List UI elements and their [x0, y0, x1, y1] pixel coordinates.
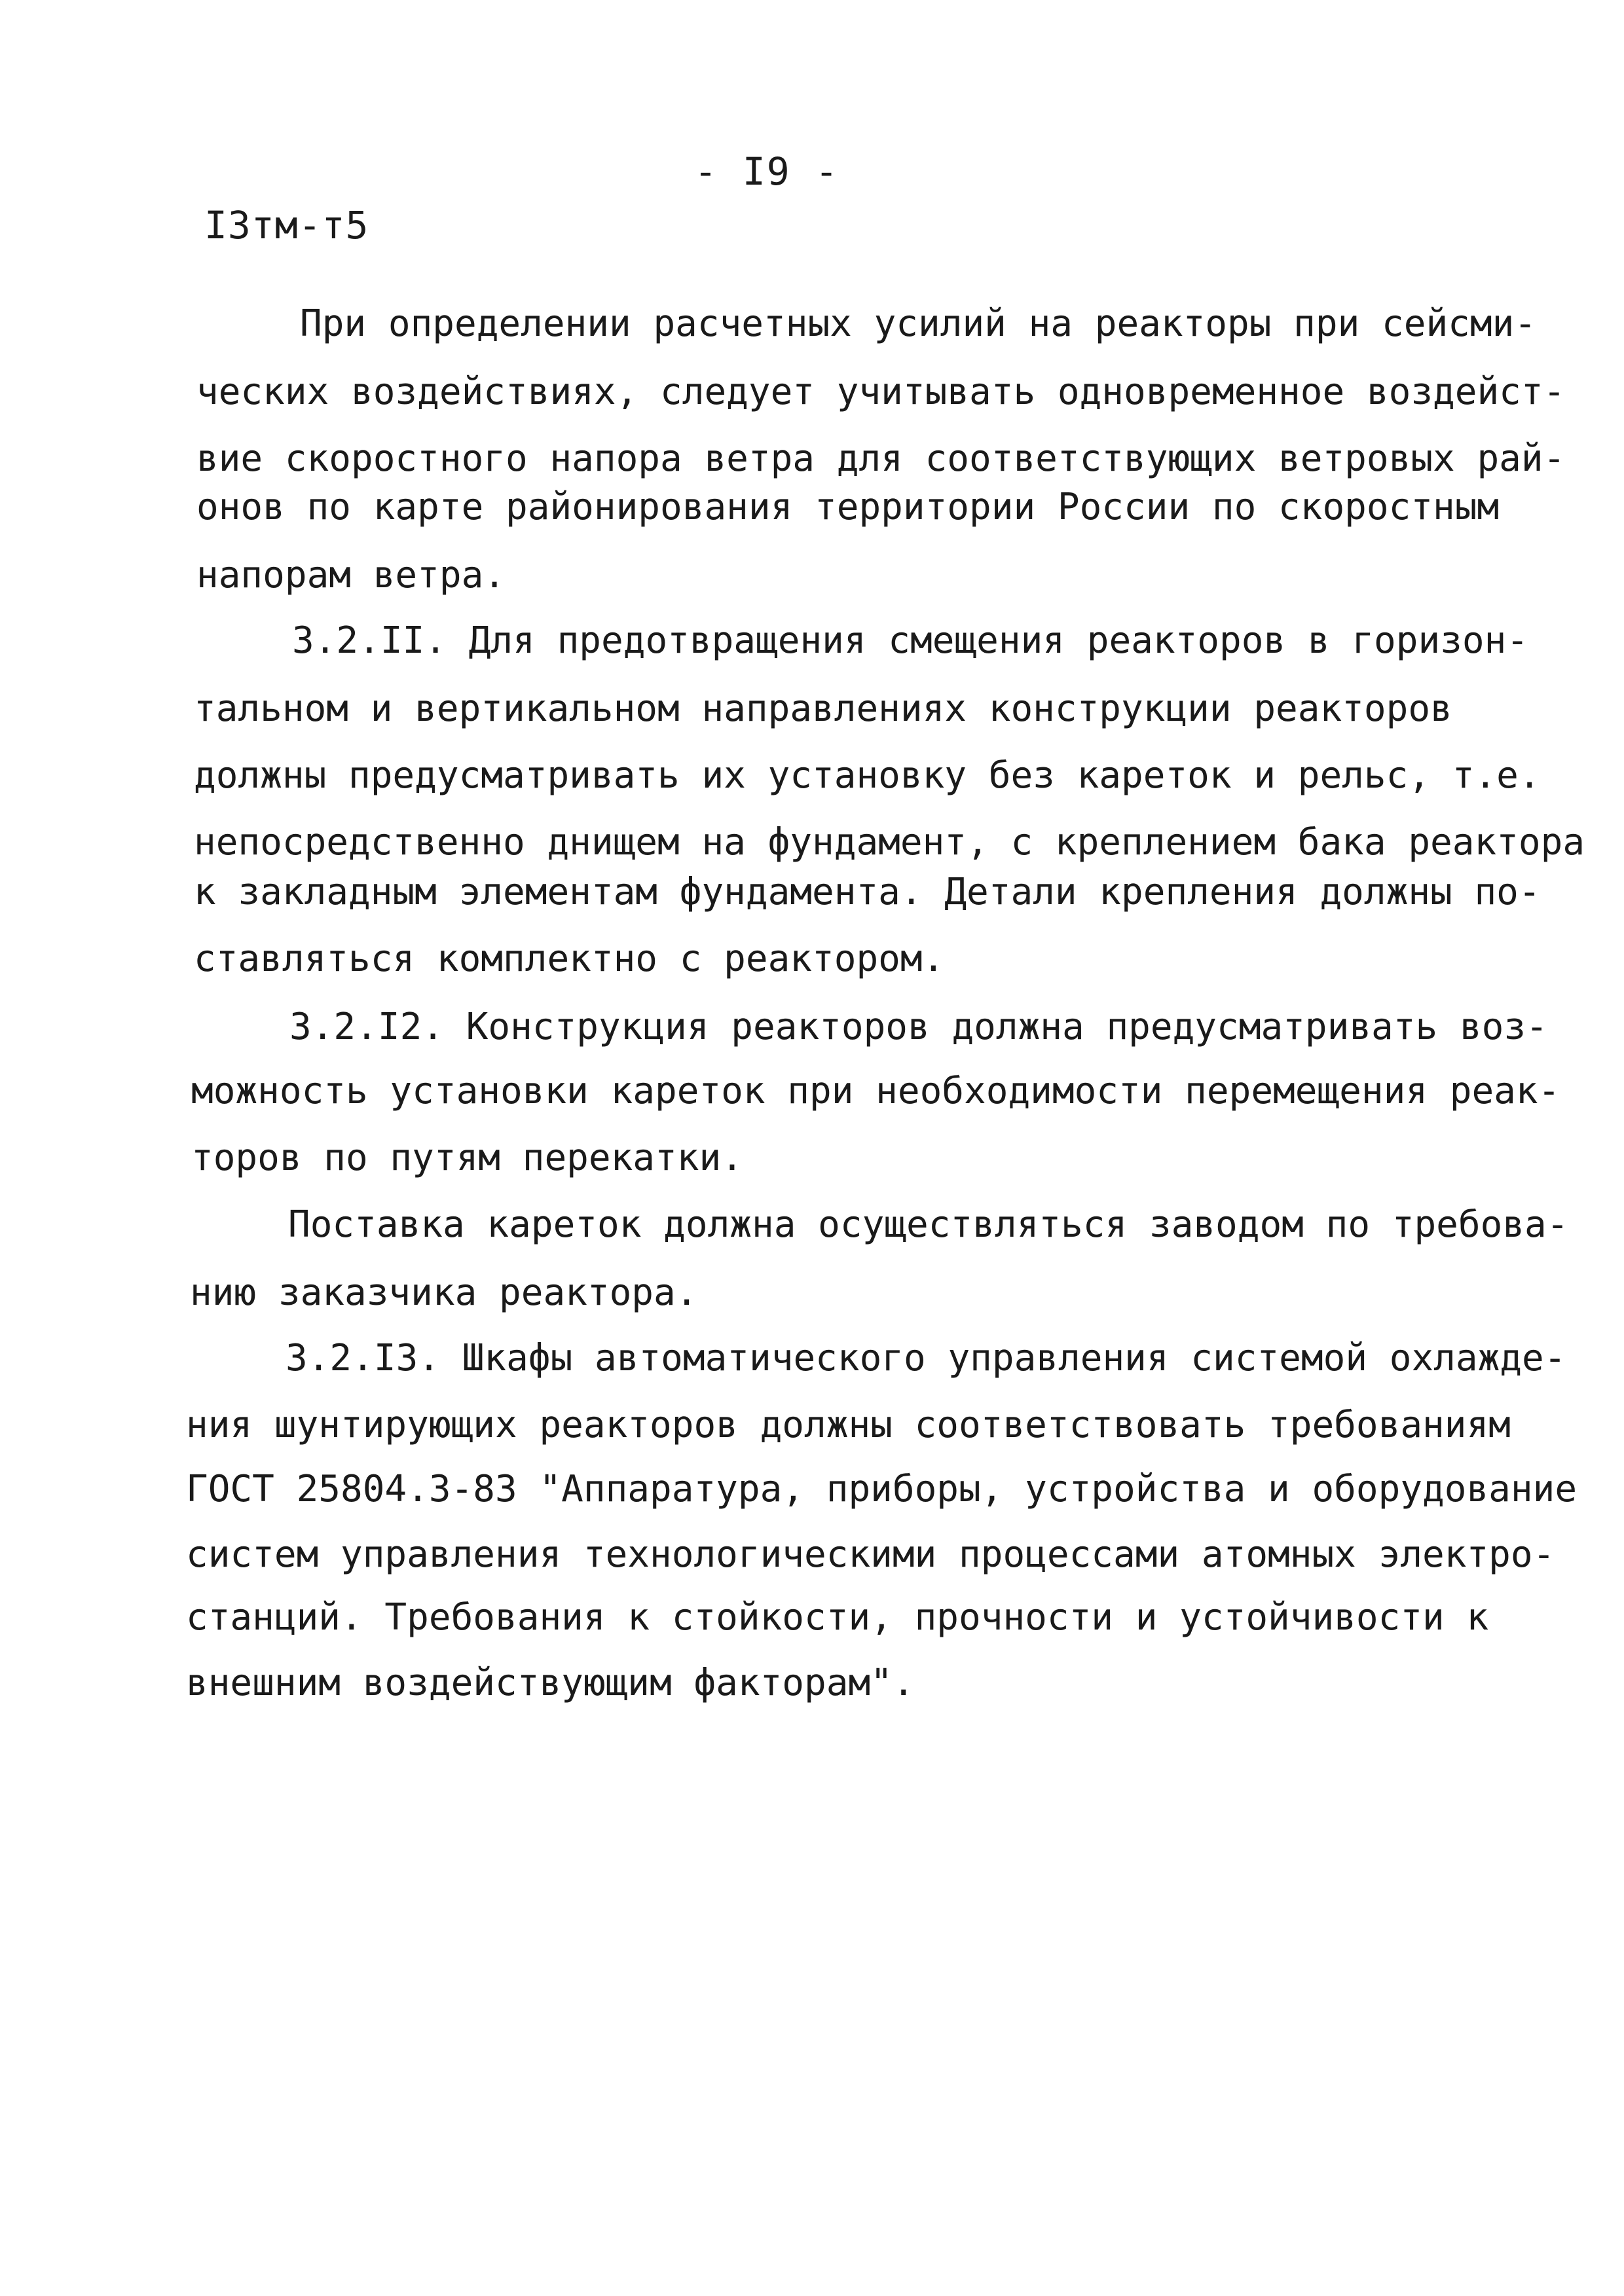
- text-line: 3.2.I3. Шкафы автоматического управления системой охлажде-: [286, 1337, 1566, 1379]
- text-line: ческих воздействиях, следует учитывать одновременное воздейст-: [196, 371, 1566, 413]
- text-line: торов по путям перекатки.: [191, 1137, 743, 1179]
- text-line: напорам ветра.: [196, 554, 506, 596]
- text-line: нию заказчика реактора.: [190, 1271, 698, 1314]
- text-line: ния шунтирующих реакторов должны соответствовать требованиям: [186, 1404, 1511, 1446]
- text-line: вие скоростного напора ветра для соответствующих ветровых рай-: [196, 437, 1566, 480]
- text-line: внешним воздействующим факторам".: [186, 1662, 915, 1704]
- text-line: ГОСТ 25804.3-83 "Аппаратура, приборы, устройства и оборудование: [186, 1468, 1578, 1510]
- text-line: к закладным элементам фундамента. Детали крепления должны по-: [194, 871, 1541, 913]
- text-line: систем управления технологическими процессами атомных электро-: [186, 1533, 1555, 1576]
- text-line: можность установки кареток при необходимости перемещения реак-: [191, 1070, 1560, 1112]
- text-line: должны предусматривать их установку без кареток и рельс, т.е.: [194, 754, 1541, 797]
- page-number: - I9 -: [694, 149, 840, 194]
- text-line: Поставка кареток должна осуществляться заводом по требова-: [288, 1203, 1569, 1246]
- text-line: 3.2.II. Для предотвращения смещения реакторов в горизон-: [292, 619, 1529, 662]
- document-code: I3тм-т5: [204, 203, 369, 247]
- text-line: 3.2.I2. Конструкция реакторов должна предусматривать воз-: [289, 1006, 1548, 1048]
- text-line: станций. Требования к стойкости, прочности и устойчивости к: [186, 1596, 1489, 1639]
- text-line: При определении расчетных усилий на реакторы при сейсми-: [300, 302, 1537, 345]
- text-line: непосредственно днищем на фундамент, с креплением бака реактора: [194, 821, 1585, 864]
- text-line: тальном и вертикальном направлениях конструкции реакторов: [194, 687, 1452, 730]
- text-line: онов по карте районирования территории России по скоростным: [196, 486, 1500, 528]
- text-line: ставляться комплектно с реактором.: [194, 938, 945, 980]
